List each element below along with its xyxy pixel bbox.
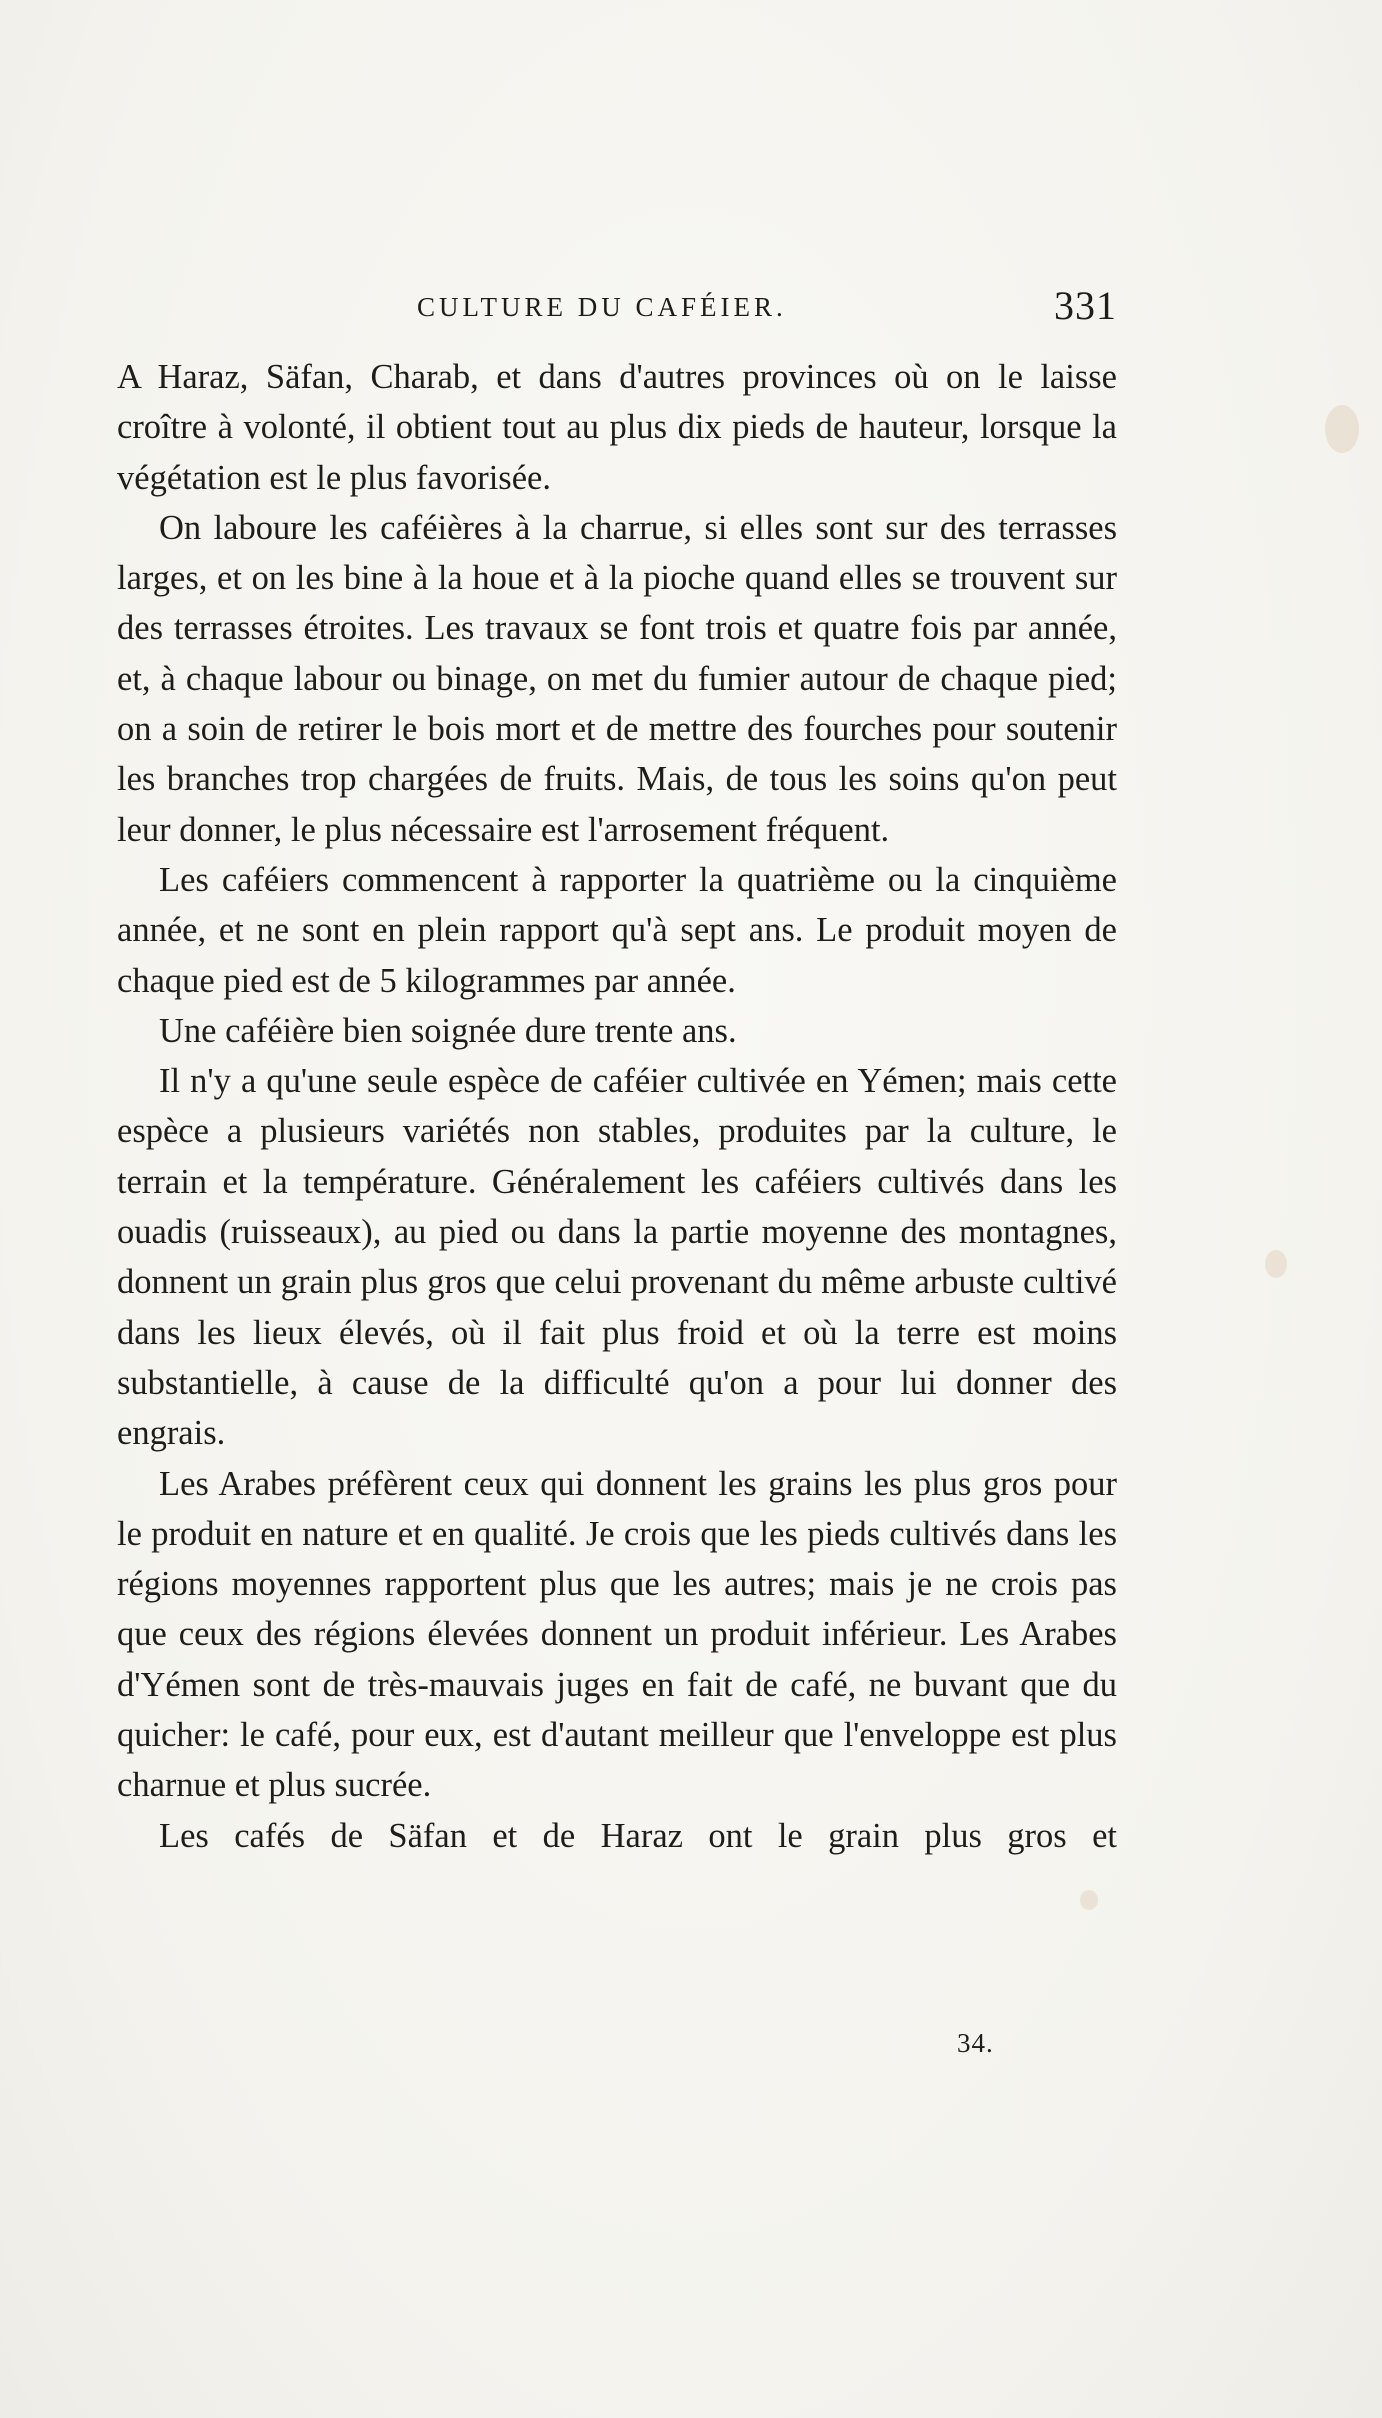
page-header (117, 282, 1117, 332)
paragraph: Les caféiers commencent à rapporter la quatrième ou la cinquième année, et ne sont en plein rapport qu'à sept ans. Le produit moyen de chaque pied est de 5 kilogrammes par année. (117, 860, 1117, 1000)
paragraph: On laboure les caféières à la charrue, si elles sont sur des terrasses larges, et on les bine à la houe et à la pioche quand elles se trouvent sur des terrasses étroites. Les travaux se font trois et quatre fois par année, et, à chaque labour ou binage, on met du fumier autour de chaque pied; on a soin de retirer le bois mort et de mettre des fourches pour soutenir les branches trop chargées de fruits. Mais, de tous les soins qu'on peut leur donner, le plus nécessaire est l'arrosement fréquent. (117, 508, 1117, 849)
body-text (117, 352, 1117, 1861)
paper-stain (1265, 1250, 1287, 1278)
signature-mark: 34. (957, 2028, 994, 2058)
paragraph: Il n'y a qu'une seule espèce de caféier cultivée en Yémen; mais cette espèce a plusieurs variétés non stables, produites par la culture, le terrain et la température. Généralement les caféiers cultivés dans les ouadis (ruisseaux), au pied ou dans la partie moyenne des montagnes, donnent un grain plus gros que celui provenant du même arbuste cultivé dans les lieux élevés, où il fait plus froid et où la terre est moins substantielle, à cause de la difficulté qu'on a pour lui donner des engrais. (117, 1062, 1117, 1453)
page-number: 331 (1054, 283, 1117, 328)
paper-stain (1080, 1890, 1098, 1910)
paragraph: Une caféière bien soignée dure trente ans. (159, 1011, 737, 1050)
running-title: CULTURE DU CAFÉIER. (417, 292, 787, 322)
paragraph: A Haraz, Säfan, Charab, et dans d'autres provinces où on le laisse croître à volonté, il obtient tout au plus dix pieds de hauteur, lorsque la végétation est le plus favorisée. (117, 358, 1117, 497)
paper-stain (1325, 405, 1359, 453)
paragraph: Les cafés de Säfan et de Haraz ont le grain plus gros et (159, 1816, 1117, 1855)
paragraph: Les Arabes préfèrent ceux qui donnent les grains les plus gros pour le produit en nature et en qualité. Je crois que les pieds cultivés dans les régions moyennes rapportent plus que les autres; mais je ne crois pas que ceux des régions élevées donnent un produit inférieur. Les Arabes d'Yémen sont de très-mauvais juges en fait de café, ne buvant que du quicher: le café, pour eux, est d'autant meilleur que l'enveloppe est plus charnue et plus sucrée. (117, 1464, 1117, 1805)
